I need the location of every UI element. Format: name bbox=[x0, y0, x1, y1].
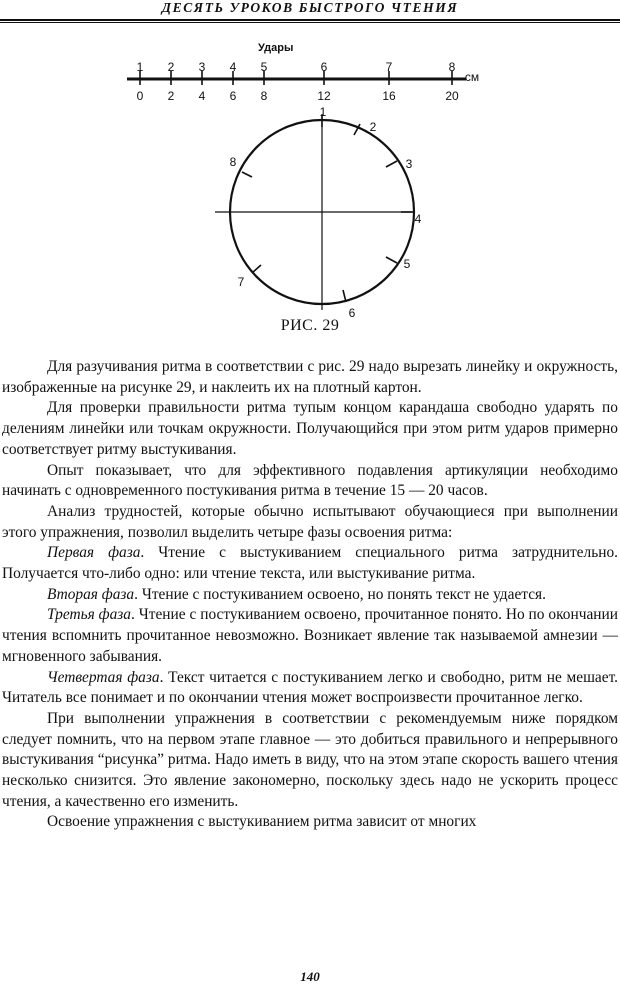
paragraph: Освоение упражнения с выстукиванием ритма зависит от многих bbox=[47, 813, 477, 831]
ruler-cm-labels bbox=[137, 89, 459, 103]
paragraph: Для проверки правильности ритма тупым концом карандаша свободно ударять по делениям линейки или точкам окружности. Получающийся при этом ритм ударов примерно соответствует ритму выстукивания. bbox=[2, 399, 618, 458]
cm-label: 6 bbox=[229, 89, 237, 103]
circle-label: 2 bbox=[369, 120, 377, 134]
beat-label: 5 bbox=[260, 60, 268, 74]
paragraph: Опыт показывает, что для эффективного подавления артикуляции необходимо начинать с одновременного постукивания ритма в течение 15 — 20 часов. bbox=[2, 461, 618, 500]
circle-ticks bbox=[242, 115, 413, 302]
phase-title: Четвертая фаза bbox=[47, 668, 160, 686]
page-number: 140 bbox=[300, 969, 320, 984]
figure-caption: РИС. 29 bbox=[280, 317, 340, 334]
phase-paragraph bbox=[2, 585, 618, 606]
cm-label: 8 bbox=[260, 89, 268, 103]
beat-label: 1 bbox=[136, 60, 144, 74]
phase-title: Первая фаза bbox=[47, 544, 141, 562]
running-header: ДЕСЯТЬ УРОКОВ БЫСТРОГО ЧТЕНИЯ bbox=[161, 0, 459, 15]
circle-tick bbox=[252, 265, 261, 273]
paragraph: Анализ трудностей, которые обычно испытывают обучающиеся при выполнении этого упражнения, позволил выделить четыре фазы освоения ритма: bbox=[2, 502, 618, 541]
cm-label: 16 bbox=[382, 89, 396, 103]
phase-paragraph bbox=[2, 605, 618, 667]
phase-title: Вторая фаза bbox=[47, 585, 135, 603]
beat-label: 3 bbox=[198, 60, 206, 74]
phase-paragraph bbox=[2, 543, 618, 584]
circle-label: 4 bbox=[414, 212, 422, 226]
beat-label: 8 bbox=[448, 60, 456, 74]
phase-text: . Чтение с выстукиванием специального ритма затруднительно. Получается что-либо одно: или чтение текста, или выстукивание ритма. bbox=[2, 544, 618, 583]
figure-29 bbox=[0, 28, 620, 318]
circle-tick bbox=[386, 257, 397, 263]
circle-label: 6 bbox=[348, 306, 356, 318]
ruler-title: Удары bbox=[258, 42, 294, 54]
cm-label: 2 bbox=[167, 89, 175, 103]
phase-text: . Чтение с постукиванием освоено, прочитанное понято. Но по окончании чтения вспомнить прочитанное невозможно. Возникает явление так называемой амнезии — мгновенного забывания. bbox=[2, 606, 618, 665]
beat-label: 4 bbox=[229, 60, 237, 74]
header-rule bbox=[0, 19, 620, 21]
cm-label: 12 bbox=[317, 89, 331, 103]
circle-label: 7 bbox=[237, 275, 245, 289]
phase-paragraph bbox=[2, 668, 618, 709]
cm-label: 20 bbox=[445, 89, 459, 103]
phase-title: Третья фаза bbox=[47, 606, 131, 624]
unit-label: см bbox=[464, 70, 480, 84]
phase-text: . Текст читается с постукиванием легко и свободно, ритм не мешает. Читатель все понимает и по окончании чтения может воспроизвести прочитанное легко. bbox=[2, 668, 618, 707]
cm-label: 4 bbox=[198, 89, 206, 103]
header-rule-thin bbox=[0, 22, 620, 23]
paragraph: При выполнении упражнения в соответствии с рекомендуемым ниже порядком следует помнить, что на первом этапе главное — это добиться правильного и непрерывного выстукивания “рисунка” ритма. Надо иметь в виду, что на этом этапе скорость вашего чтения несколько снизится. Это явление закономерно, поскольку здесь надо не ускорить процесс чтения, а качественно его изменить. bbox=[2, 709, 618, 810]
circle-label: 5 bbox=[403, 257, 411, 271]
circle-label: 3 bbox=[405, 157, 413, 171]
beat-label: 7 bbox=[385, 60, 393, 74]
circle-label: 8 bbox=[229, 155, 237, 169]
paragraph: Для разучивания ритма в соответствии с рис. 29 надо вырезать линейку и окружность, изображенные на рисунке 29, и наклеить их на плотный картон. bbox=[2, 358, 618, 396]
circle-tick bbox=[242, 172, 252, 177]
beat-label: 2 bbox=[167, 60, 175, 74]
circle-tick bbox=[386, 161, 397, 167]
body-text bbox=[2, 357, 618, 833]
circle-label: 1 bbox=[319, 105, 327, 119]
phase-text: . Чтение с постукиванием освоено, но понять текст не удается. bbox=[134, 585, 546, 603]
beat-label: 6 bbox=[320, 60, 328, 74]
cm-label: 0 bbox=[136, 89, 144, 103]
